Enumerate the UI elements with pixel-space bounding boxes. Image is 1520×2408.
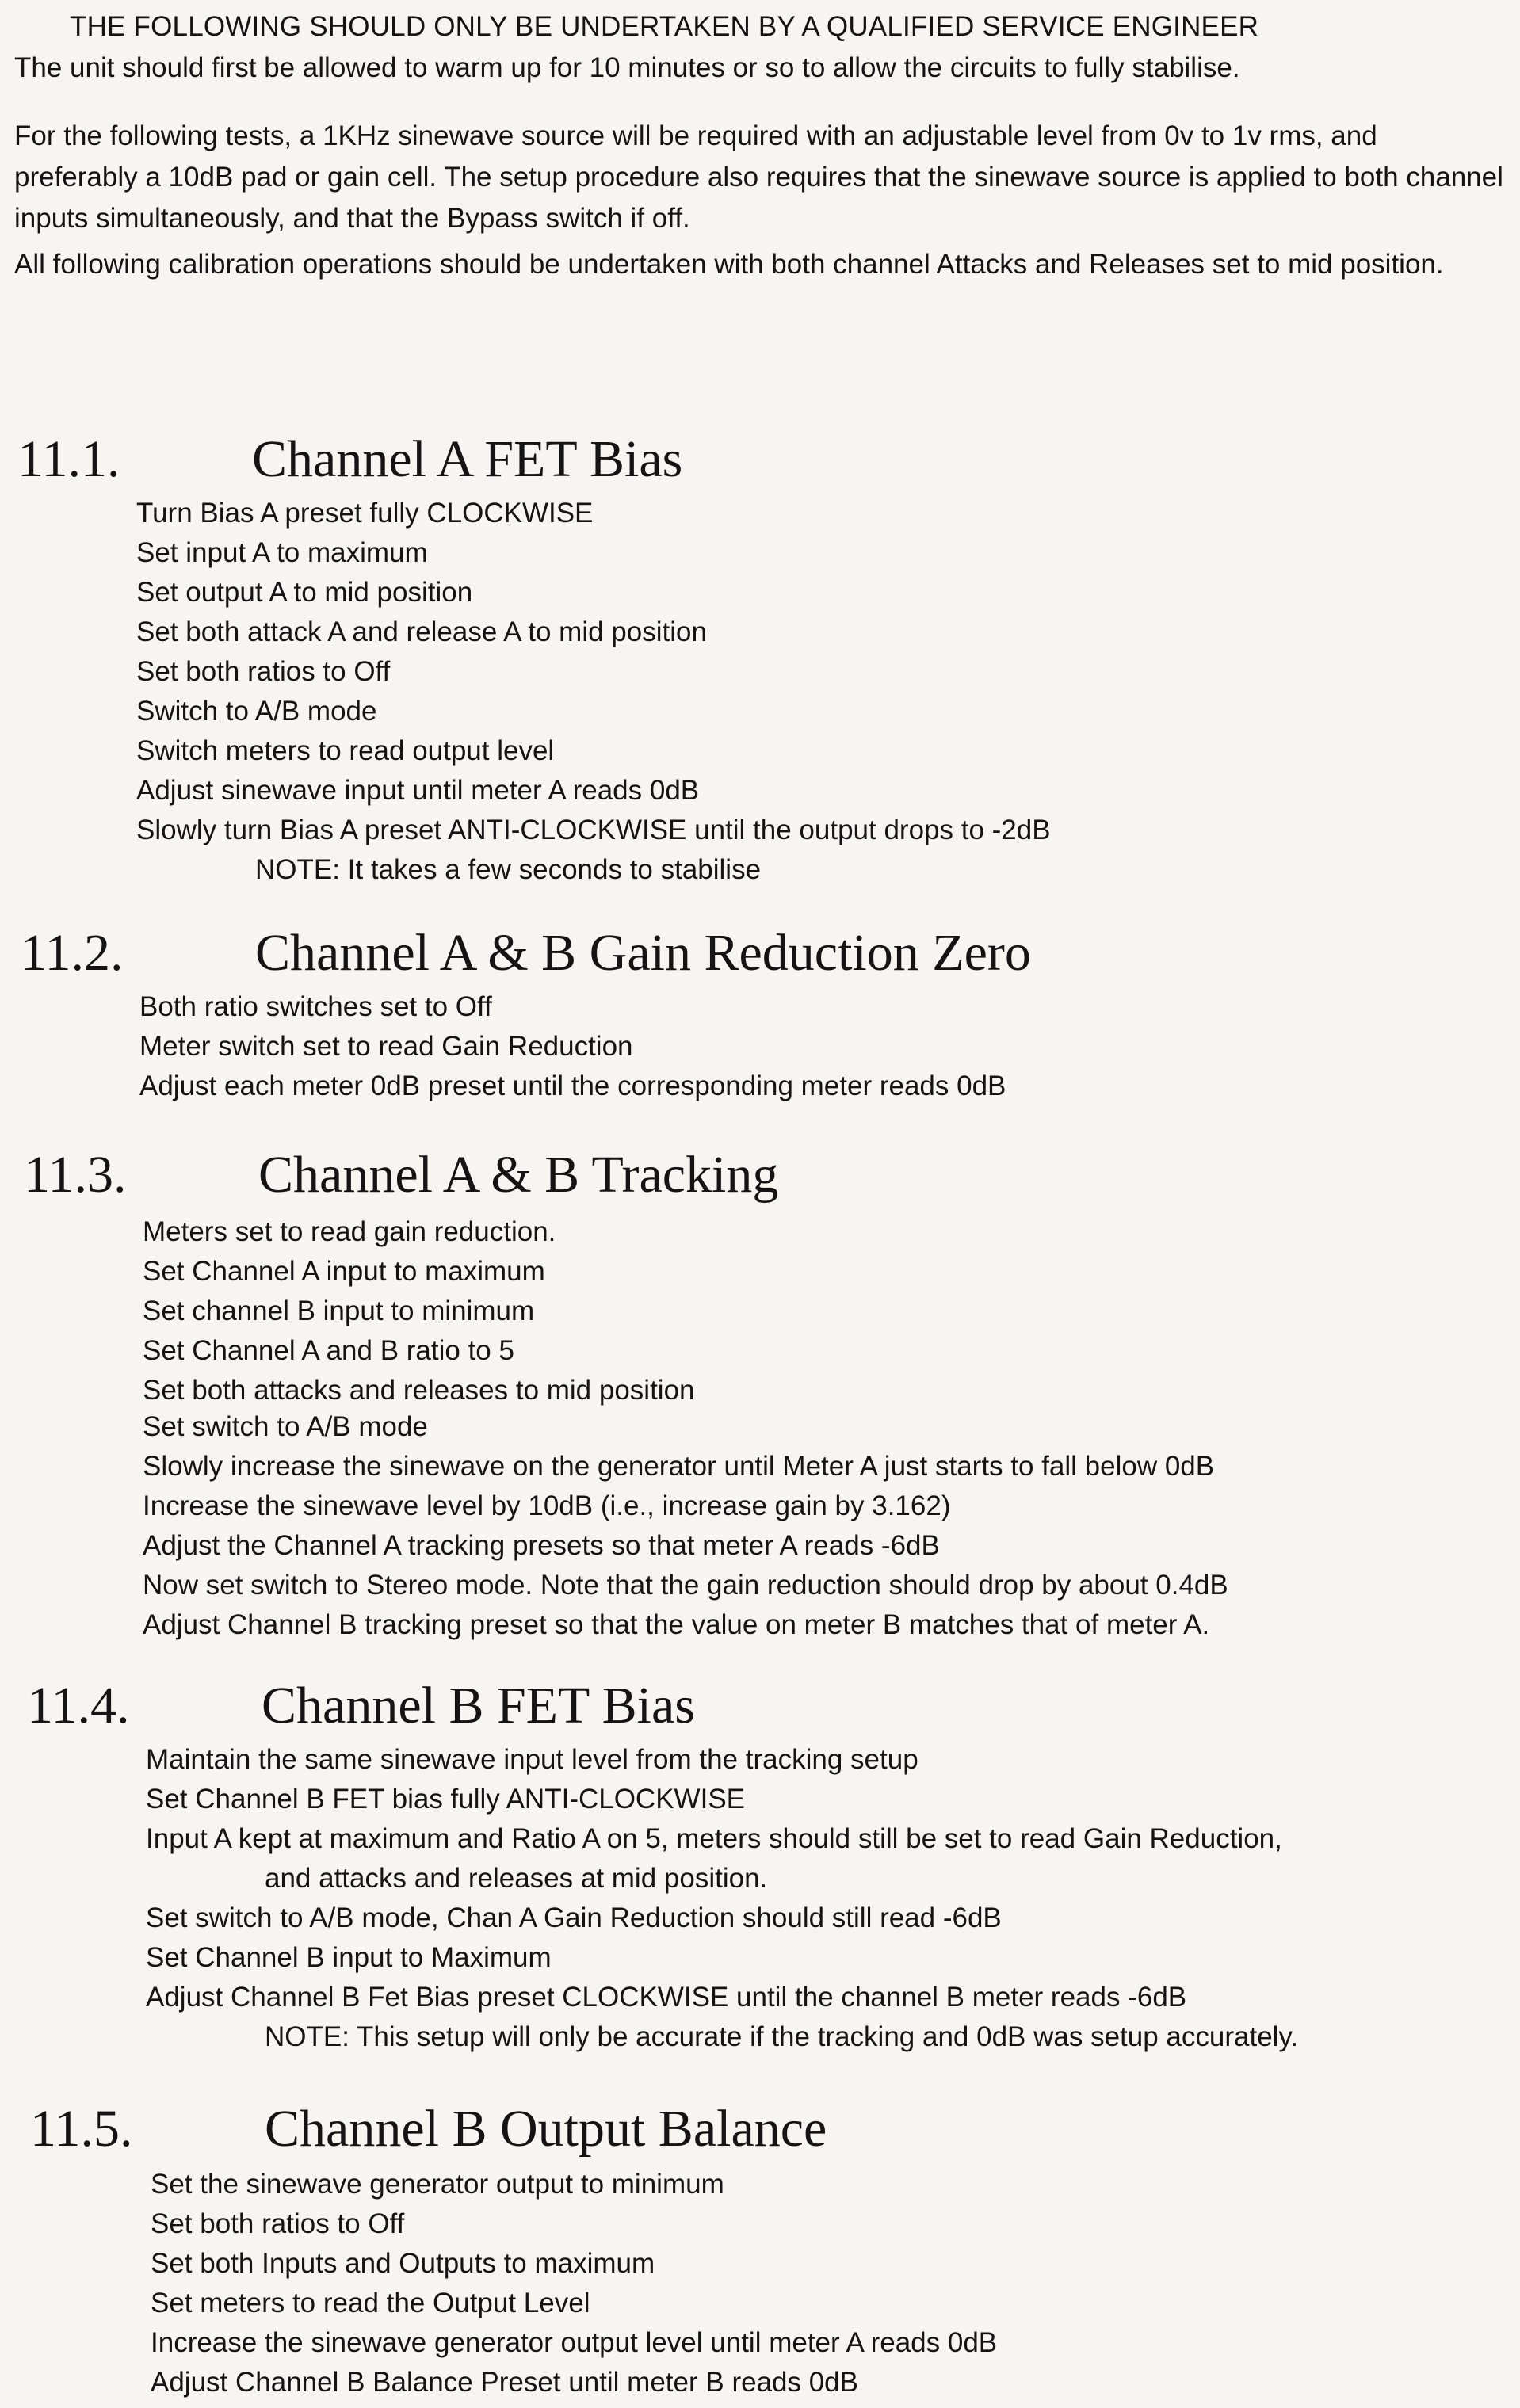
- intro-text: The unit should first be allowed to warm up for 10 minutes or so to allow the circuits to fully stabilise.: [14, 52, 1240, 83]
- warning-header: THE FOLLOWING SHOULD ONLY BE UNDERTAKEN BY A QUALIFIED SERVICE ENGINEER: [70, 11, 1259, 42]
- step-item: Set channel B input to minimum: [143, 1296, 535, 1326]
- step-item: Turn Bias A preset fully CLOCKWISE: [136, 498, 594, 529]
- step-item: Input A kept at maximum and Ratio A on 5, meters should still be set to read Gain Reduction,: [146, 1823, 1282, 1854]
- section-heading: [0, 925, 1520, 981]
- step-item: Set input A to maximum: [136, 537, 428, 568]
- step-item: Set meters to read the Output Level: [151, 2288, 590, 2318]
- step-item: Set Channel B input to Maximum: [146, 1942, 552, 1973]
- step-item: Adjust Channel B Balance Preset until meter B reads 0dB: [151, 2367, 858, 2398]
- step-item: Set switch to A/B mode: [143, 1411, 428, 1442]
- step-item: Set both Inputs and Outputs to maximum: [151, 2248, 655, 2279]
- step-item: Set switch to A/B mode, Chan A Gain Reduction should still read -6dB: [146, 1902, 1002, 1933]
- step-item: Set Channel A input to maximum: [143, 1256, 545, 1287]
- step-item: Adjust the Channel A tracking presets so that meter A reads -6dB: [143, 1530, 940, 1561]
- section-title: Channel A & B Gain Reduction Zero: [255, 924, 1031, 982]
- step-item: Set both ratios to Off: [151, 2208, 405, 2239]
- step-item: Set Channel B FET bias fully ANTI-CLOCKWISE: [146, 1784, 746, 1815]
- step-item: Meters set to read gain reduction.: [143, 1216, 556, 1247]
- step-list: [146, 1740, 1520, 2057]
- step-item: Increase the sinewave generator output level until meter A reads 0dB: [151, 2327, 998, 2358]
- step-item: Adjust Channel B tracking preset so that the value on meter B matches that of meter A.: [143, 1609, 1210, 1640]
- intro-paragraph-3: [14, 244, 1504, 285]
- step-item: Set Channel A and B ratio to 5: [143, 1335, 514, 1366]
- section-channel-b-fet-bias: [0, 1678, 1520, 2057]
- step-item: Set both attack A and release A to mid position: [136, 616, 707, 647]
- section-heading: [0, 1147, 1520, 1203]
- step-list: [143, 1212, 1520, 1645]
- section-title: Channel B Output Balance: [265, 2100, 827, 2158]
- step-note: NOTE: This setup will only be accurate if the tracking and 0dB was setup accurately.: [265, 2021, 1299, 2052]
- section-channel-a-fet-bias: [0, 432, 1520, 890]
- section-heading: [0, 1678, 1520, 1734]
- step-item: Increase the sinewave level by 10dB (i.e., increase gain by 3.162): [143, 1490, 951, 1521]
- step-item: Adjust each meter 0dB preset until the corresponding meter reads 0dB: [139, 1070, 1006, 1101]
- section-number: 11.4.: [27, 1677, 130, 1734]
- intro-paragraph-2: [14, 116, 1504, 239]
- section-tracking: [0, 1147, 1520, 1645]
- step-item-continued: and attacks and releases at mid position.: [265, 1863, 768, 1894]
- section-number: 11.5.: [30, 2100, 133, 2158]
- step-list: [151, 2165, 1520, 2402]
- step-item: Slowly turn Bias A preset ANTI-CLOCKWISE until the output drops to -2dB: [136, 815, 1051, 845]
- step-item: Slowly increase the sinewave on the generator until Meter A just starts to fall below 0dB: [143, 1451, 1215, 1482]
- intro-text: For the following tests, a 1KHz sinewave source will be required with an adjustable level from 0v to 1v rms, and preferably a 10dB pad or gain cell. The setup procedure also requires that the sinewave source is applied to both channel inputs simultaneously, and that the Bypass switch if off.: [14, 120, 1503, 234]
- section-number: 11.2.: [21, 924, 124, 982]
- section-heading: [0, 2101, 1520, 2157]
- intro-text: All following calibration operations should be undertaken with both channel Attacks and Releases set to mid position.: [14, 249, 1444, 280]
- step-item: Now set switch to Stereo mode. Note that the gain reduction should drop by about 0.4dB: [143, 1570, 1228, 1601]
- section-title: Channel B FET Bias: [262, 1677, 695, 1734]
- step-item: Meter switch set to read Gain Reduction: [139, 1031, 633, 1062]
- step-item: Both ratio switches set to Off: [139, 991, 492, 1022]
- step-list: [136, 494, 1520, 890]
- step-item: Set both attacks and releases to mid position: [143, 1375, 695, 1406]
- step-item: Switch meters to read output level: [136, 735, 555, 766]
- step-item: Set both ratios to Off: [136, 656, 391, 687]
- step-list: [139, 987, 1520, 1106]
- intro-paragraph-1: [14, 48, 1504, 89]
- section-title: Channel A FET Bias: [252, 430, 683, 488]
- step-item: Set the sinewave generator output to minimum: [151, 2169, 724, 2200]
- step-item: Adjust Channel B Fet Bias preset CLOCKWISE until the channel B meter reads -6dB: [146, 1982, 1187, 2013]
- section-gain-reduction-zero: [0, 925, 1520, 1106]
- section-number: 11.3.: [24, 1146, 127, 1204]
- step-item: Maintain the same sinewave input level from the tracking setup: [146, 1744, 918, 1775]
- step-note: NOTE: It takes a few seconds to stabilise: [255, 854, 762, 885]
- section-channel-b-output-balance: [0, 2101, 1520, 2402]
- section-heading: [0, 432, 1520, 487]
- section-title: Channel A & B Tracking: [258, 1146, 779, 1204]
- step-item: Set output A to mid position: [136, 577, 473, 608]
- step-item: Switch to A/B mode: [136, 696, 377, 727]
- step-item: Adjust sinewave input until meter A reads 0dB: [136, 775, 700, 806]
- section-number: 11.1.: [17, 430, 120, 488]
